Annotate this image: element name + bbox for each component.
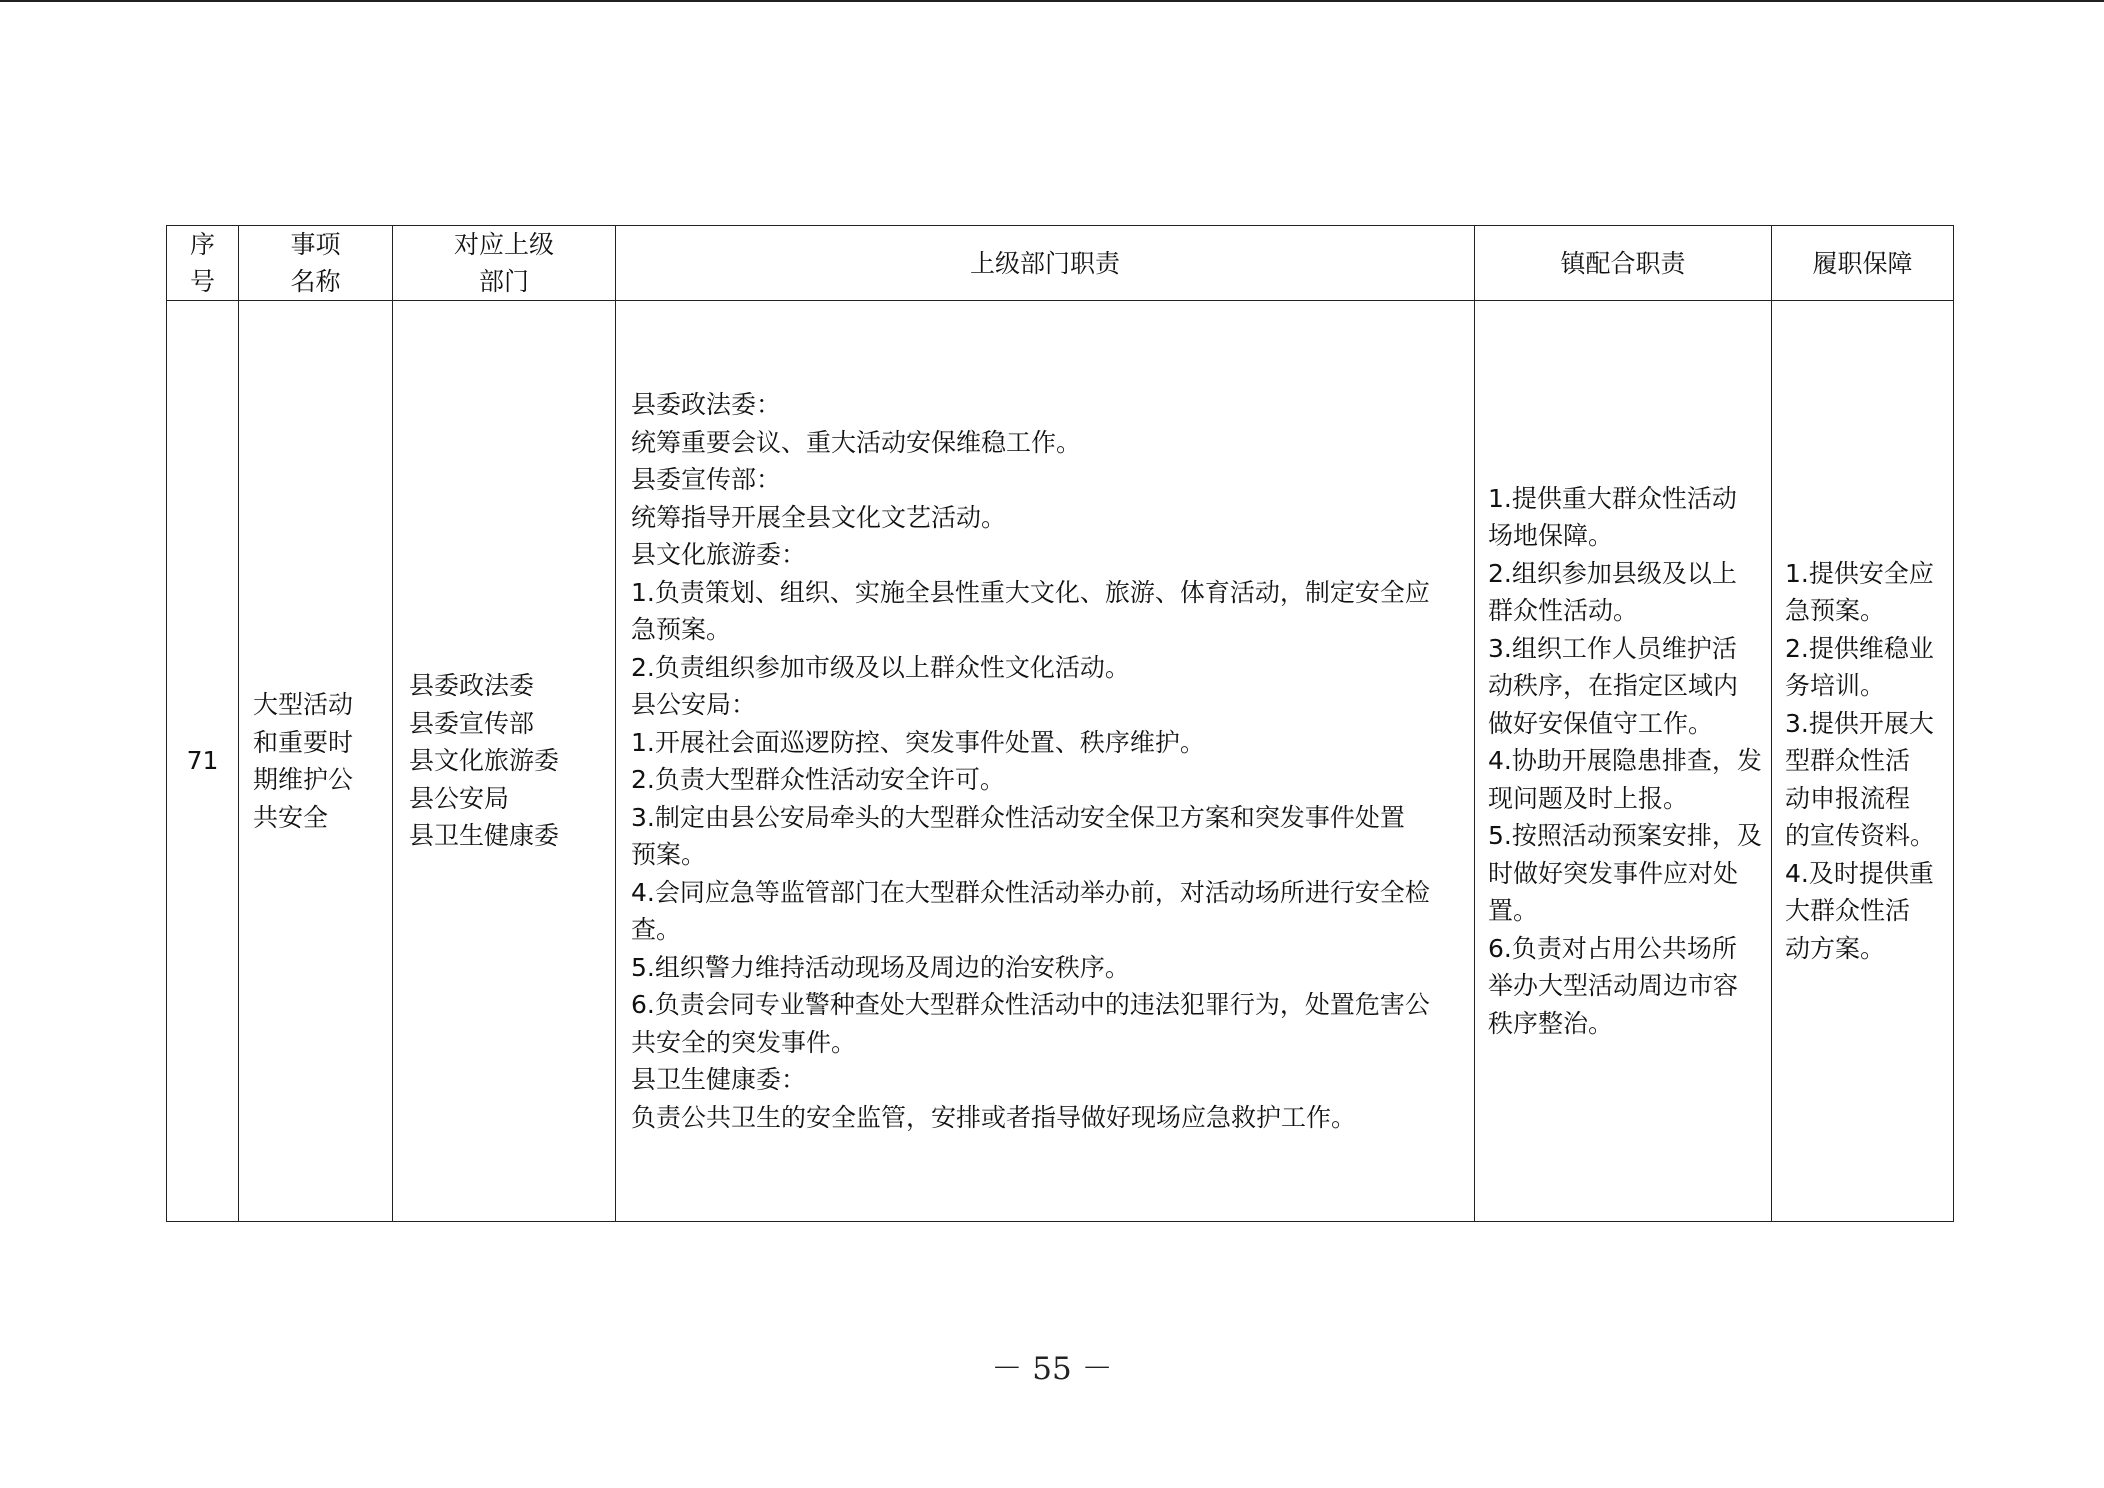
table-row — [167, 301, 1954, 1222]
header-no: 序 号 — [167, 226, 239, 301]
guarantee-cell: 1.提供安全应 急预案。 2.提供维稳业 务培训。 3.提供开展大 型群众性活 动申报流程 的宣传资料。 4.及时提供重 大群众性活 动方案。 — [1772, 301, 1954, 1222]
header-guarantee: 履职保障 — [1772, 226, 1954, 301]
page-number: － 55 － — [991, 1351, 1113, 1387]
header-town-duties: 镇配合职责 — [1475, 226, 1772, 301]
table-header-row — [167, 226, 1954, 301]
header-superior-dept: 对应上级 部门 — [393, 226, 616, 301]
superior-duties-cell: 县委政法委： 统筹重要会议、重大活动安保维稳工作。 县委宣传部： 统筹指导开展全县文化文艺活动。 县文化旅游委： 1.负责策划、组织、实施全县性重大文化、旅游、体育活动，制定安全应 急预案。 2.负责组织参加市级及以上群众性文化活动。 县公安局： 1.开展社会面巡逻防控、突发事件处置、秩序维护。 2.负责大型群众性活动安全许可。 3.制定由县公安局牵头的大型群众性活动安全保卫方案和突发事件处置 预案。 4.会同应急等监管部门在大型群众性活动举办前，对活动场所进行安全检 查。 5.组织警力维持活动现场及周边的治安秩序。 6.负责会同专业警种查处大型群众性活动中的违法犯罪行为，处置危害公 共安全的突发事件。 县卫生健康委： 负责公共卫生的安全监管，安排或者指导做好现场应急救护工作。 — [616, 301, 1475, 1222]
town-duties-cell: 1.提供重大群众性活动 场地保障。 2.组织参加县级及以上 群众性活动。 3.组织工作人员维护活 动秩序，在指定区域内 做好安保值守工作。 4.协助开展隐患排查，发 现问题及时上报。 5.按照活动预案安排，及 时做好突发事件应对处 置。 6.负责对占用公共场所 举办大型活动周边市容 秩序整治。 — [1475, 301, 1772, 1222]
superior-dept-cell: 县委政法委 县委宣传部 县文化旅游委 县公安局 县卫生健康委 — [393, 301, 616, 1222]
row-number-cell: 71 — [167, 301, 239, 1222]
item-name-cell: 大型活动 和重要时 期维护公 共安全 — [239, 301, 393, 1222]
page-top-border — [0, 0, 2104, 2]
duty-table — [166, 225, 1954, 1222]
header-item-name: 事项 名称 — [239, 226, 393, 301]
header-superior-duties: 上级部门职责 — [616, 226, 1475, 301]
